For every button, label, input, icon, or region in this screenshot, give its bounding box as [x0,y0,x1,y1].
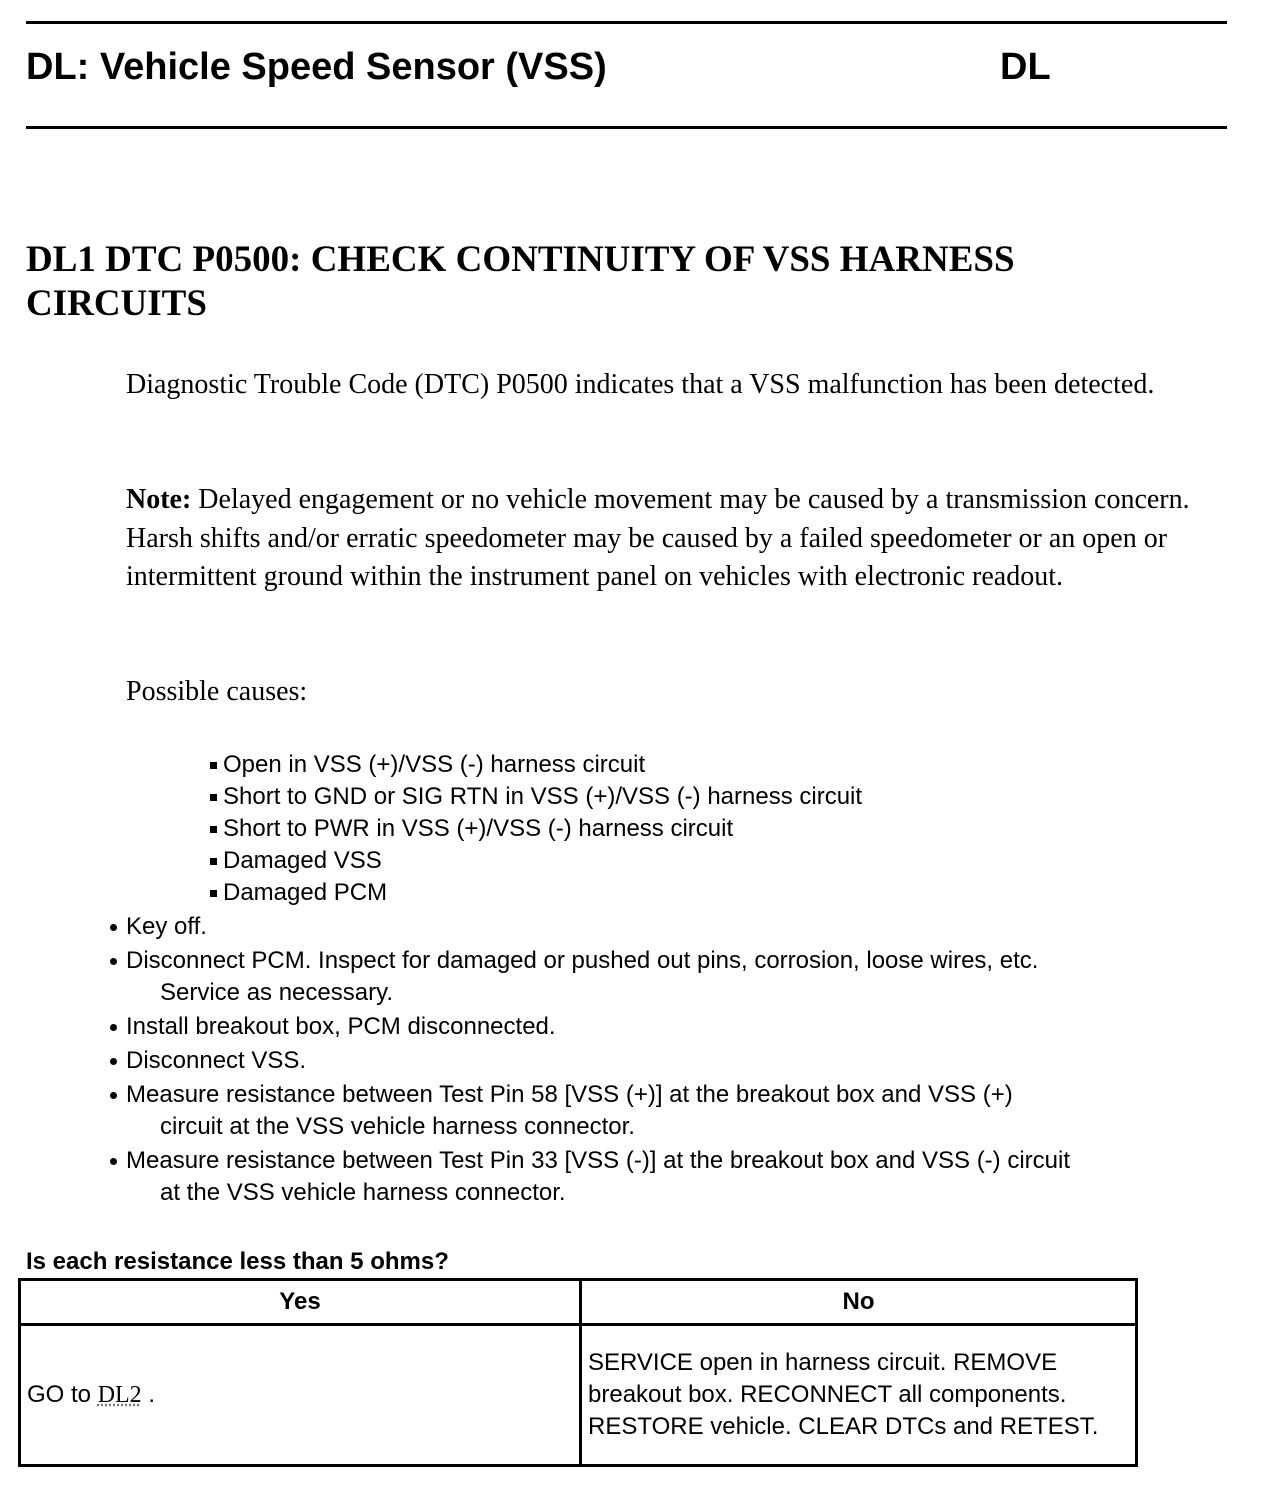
list-item: Short to PWR in VSS (+)/VSS (-) harness circuit [210,813,862,845]
square-bullet-icon [210,794,217,801]
bottom-rule [26,126,1227,129]
list-item: Damaged PCM [210,877,862,909]
possible-causes-list [210,749,862,909]
section-code: DL [1000,46,1051,88]
top-rule [26,21,1227,24]
list-item: Short to GND or SIG RTN in VSS (+)/VSS (-) harness circuit [210,781,862,813]
step-item: Key off. [110,911,1240,943]
decision-question: Is each resistance less than 5 ohms? [26,1248,449,1275]
yes-cell: GO to DL2 . [20,1325,581,1466]
step-item: Disconnect PCM. Inspect for damaged or pushed out pins, corrosion, loose wires, etc. Service as necessary. [110,945,1240,1009]
note-text: Delayed engagement or no vehicle movement may be caused by a transmission concern. Harsh shifts and/or erratic speedometer may be caused by a failed speedometer or an open or intermittent ground within the instrument panel on vehicles with electronic readout. [126,484,1190,592]
square-bullet-icon [210,762,217,769]
note-paragraph [126,481,1236,597]
round-bullet-icon [110,1058,117,1065]
dl2-link[interactable]: DL2 [97,1382,142,1408]
yes-header: Yes [20,1280,581,1325]
step-item: Disconnect VSS. [110,1045,1240,1077]
no-cell: SERVICE open in harness circuit. REMOVE breakout box. RECONNECT all components. RESTORE vehicle. CLEAR DTCs and RETEST. [581,1325,1137,1466]
table-row [20,1325,1137,1466]
round-bullet-icon [110,1158,117,1165]
section-heading: DL1 DTC P0500: CHECK CONTINUITY OF VSS HARNESS CIRCUITS [26,239,1015,324]
table-header-row [20,1280,1137,1325]
step-item: Measure resistance between Test Pin 33 [VSS (-)] at the breakout box and VSS (-) circuit at the VSS vehicle harness connector. [110,1145,1240,1209]
round-bullet-icon [110,924,117,931]
procedure-steps [110,911,1240,1211]
square-bullet-icon [210,858,217,865]
square-bullet-icon [210,890,217,897]
list-item: Open in VSS (+)/VSS (-) harness circuit [210,749,862,781]
step-item: Install breakout box, PCM disconnected. [110,1011,1240,1043]
possible-causes-heading: Possible causes: [126,676,308,707]
round-bullet-icon [110,1024,117,1031]
no-header: No [581,1280,1137,1325]
round-bullet-icon [110,958,117,965]
page-title: DL: Vehicle Speed Sensor (VSS) [26,46,607,88]
note-label: Note: [126,484,192,515]
step-item: Measure resistance between Test Pin 58 [VSS (+)] at the breakout box and VSS (+) circuit at the VSS vehicle harness connector. [110,1079,1240,1143]
list-item: Damaged VSS [210,845,862,877]
round-bullet-icon [110,1092,117,1099]
intro-paragraph: Diagnostic Trouble Code (DTC) P0500 indicates that a VSS malfunction has been detected. [126,369,1155,400]
answer-table [18,1278,1138,1467]
square-bullet-icon [210,826,217,833]
